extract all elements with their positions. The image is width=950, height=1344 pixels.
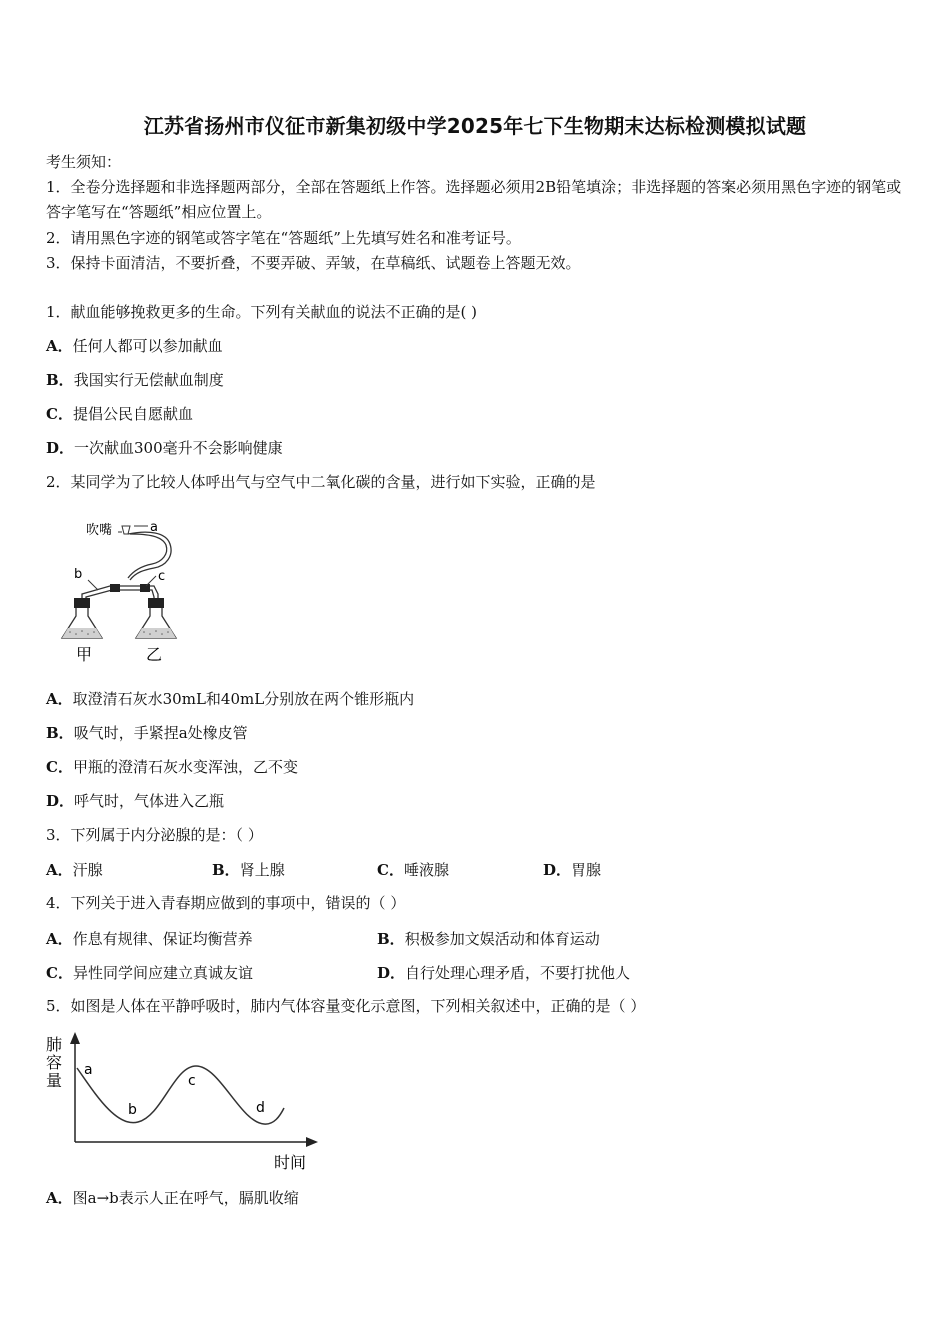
- option-label: C．: [377, 861, 404, 879]
- q3-option-a: [46, 859, 103, 880]
- point-c-label: c: [188, 1073, 196, 1089]
- option-text: 我国实行无偿献血制度: [73, 371, 224, 389]
- q2-option-c: [46, 757, 298, 777]
- option-text: 积极参加文娱活动和体育运动: [404, 930, 600, 948]
- q1-option-b: [46, 370, 224, 390]
- option-label: C．: [46, 964, 73, 982]
- ylabel-char-3: 量: [46, 1071, 63, 1090]
- option-text: 图a→b表示人正在呼气，膈肌收缩: [72, 1189, 299, 1207]
- option-text: 取澄清石灰水30mL和40mL分别放在两个锥形瓶内: [72, 690, 415, 708]
- option-label: A．: [46, 1189, 73, 1207]
- option-text: 一次献血300毫升不会影响健康: [74, 439, 283, 457]
- point-a-label: a: [84, 1062, 93, 1078]
- option-label: D．: [543, 861, 572, 879]
- q1-option-a: [46, 336, 223, 356]
- option-label: D．: [46, 792, 75, 810]
- option-label: C．: [46, 758, 73, 776]
- option-text: 肾上腺: [239, 861, 285, 879]
- q3-stem: 3．下列属于内分泌腺的是：（ ）: [46, 826, 263, 844]
- option-label: B．: [46, 724, 74, 742]
- notice-item-2: 2．请用黑色字迹的钢笔或答字笔在“答题纸”上先填写姓名和准考证号。: [46, 229, 521, 247]
- option-text: 甲瓶的澄清石灰水变浑浊，乙不变: [72, 758, 298, 776]
- page-title: 江苏省扬州市仪征市新集初级中学2025年七下生物期末达标检测模拟试题: [143, 114, 807, 138]
- option-label: A．: [46, 930, 73, 948]
- option-label: D．: [377, 964, 406, 982]
- option-text: 唾液腺: [403, 861, 449, 879]
- option-label: D．: [46, 439, 75, 457]
- q2-option-d: [46, 791, 224, 811]
- q5-lung-volume-figure: [44, 1030, 324, 1175]
- q2-stem: 2．某同学为了比较人体呼出气与空气中二氧化碳的含量，进行如下实验，正确的是: [46, 473, 596, 491]
- ylabel-char-1: 肺: [46, 1035, 63, 1054]
- option-label: B．: [377, 930, 405, 948]
- ylabel-char-2: 容: [46, 1053, 63, 1072]
- option-text: 汗腺: [72, 861, 103, 879]
- option-text: 任何人都可以参加献血: [72, 337, 223, 355]
- q4-option-d: [377, 962, 630, 983]
- q4-option-a: [46, 928, 253, 949]
- label-b: b: [74, 567, 83, 582]
- option-text: 提倡公民自愿献血: [72, 405, 193, 423]
- option-text: 呼气时，气体进入乙瓶: [74, 792, 225, 810]
- point-d-label: d: [256, 1100, 265, 1116]
- option-text: 作息有规律、保证均衡营养: [72, 930, 253, 948]
- notice-heading: 考生须知：: [46, 153, 122, 171]
- q3-option-b: [212, 859, 285, 880]
- notice-item-1: 1．全卷分选择题和非选择题两部分，全部在答题纸上作答。选择题必须用2B铅笔填涂；非选择题的答案必须用黑色字迹的钢笔或答字笔写在“答题纸”相应位置上。: [46, 178, 902, 221]
- label-a: a: [150, 520, 158, 535]
- q3-option-d: [543, 859, 601, 880]
- flask-jia-label: 甲: [76, 645, 93, 664]
- mouthpiece-label: 吹嘴: [86, 523, 113, 538]
- option-label: A．: [46, 861, 73, 879]
- q3-option-c: [377, 859, 449, 880]
- q4-option-c: [46, 962, 253, 983]
- option-text: 自行处理心理矛盾，不要打扰他人: [405, 964, 631, 982]
- q5-option-a: [46, 1188, 299, 1208]
- q4-stem: 4．下列关于进入青春期应做到的事项中，错误的（ ）: [46, 894, 406, 912]
- option-label: A．: [46, 690, 73, 708]
- q4-option-b: [377, 928, 600, 949]
- q1-stem: 1．献血能够挽救更多的生命。下列有关献血的说法不正确的是( ): [46, 303, 478, 321]
- flask-yi-label: 乙: [146, 645, 163, 664]
- option-text: 异性同学间应建立真诚友谊: [72, 964, 253, 982]
- q2-apparatus-figure: [58, 512, 188, 667]
- point-b-label: b: [128, 1102, 137, 1118]
- q2-option-b: [46, 723, 248, 743]
- label-c: c: [158, 569, 166, 584]
- option-label: A．: [46, 337, 73, 355]
- option-label: C．: [46, 405, 73, 423]
- option-label: B．: [46, 371, 74, 389]
- q5-stem: 5．如图是人体在平静呼吸时，肺内气体容量变化示意图，下列相关叙述中，正确的是（ ）: [46, 997, 646, 1015]
- xlabel: 时间: [274, 1153, 307, 1172]
- option-label: B．: [212, 861, 240, 879]
- option-text: 胃腺: [571, 861, 602, 879]
- option-text: 吸气时，手紧捏a处橡皮管: [73, 724, 248, 742]
- notice-item-3: 3．保持卡面清洁，不要折叠，不要弄破、弄皱，在草稿纸、试题卷上答题无效。: [46, 254, 581, 272]
- q1-option-d: [46, 438, 283, 458]
- q1-option-c: [46, 404, 193, 424]
- q2-option-a: [46, 689, 414, 709]
